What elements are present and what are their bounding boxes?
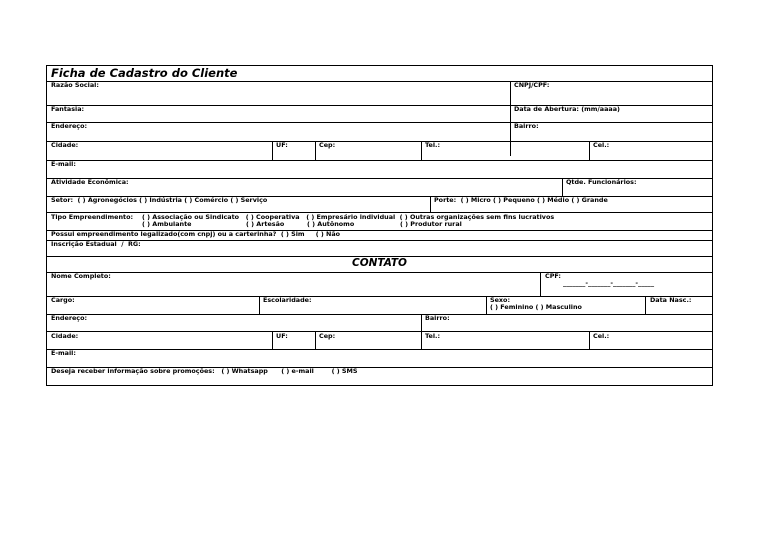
tel-label: Tel.: [425, 141, 441, 149]
sexo-label: Sexo: [490, 296, 511, 304]
divider [421, 141, 422, 160]
tipo-option-ambulante: ( ) Ambulante [142, 220, 192, 228]
possui-label: Possui empreendimento legalizado(com cnpj) ou a carterinha? ( ) Sim ( ) Não [51, 230, 341, 238]
cpf-blank: _______-_______-_______-_____ [563, 279, 655, 287]
divider [421, 314, 422, 331]
divider [430, 196, 431, 212]
divider [510, 81, 511, 156]
contato-cel-label: Cel.: [593, 332, 610, 340]
nome-label: Nome Completo: [51, 272, 111, 280]
contato-cidade-label: Cidade: [51, 332, 79, 340]
divider [259, 296, 260, 314]
divider [47, 141, 712, 142]
contato-uf-label: UF: [276, 332, 288, 340]
divider [47, 160, 712, 161]
divider [47, 331, 712, 332]
contato-bairro-label: Bairro: [425, 314, 450, 322]
cel-label: Cel.: [593, 141, 610, 149]
divider [47, 272, 712, 273]
tipo-options-row1: ( ) Associação ou Sindicato ( ) Cooperativa ( ) Empresário individual ( ) Outras organizações sem fins lucrativos [142, 213, 555, 221]
divider [272, 141, 273, 160]
endereco-label: Endereço: [51, 122, 88, 130]
divider [47, 349, 712, 350]
contato-endereco-label: Endereço: [51, 314, 88, 322]
divider [47, 240, 712, 241]
tipo-label: Tipo Empreendimento: [51, 213, 134, 221]
divider [589, 331, 590, 349]
atividade-label: Atividade Econômica: [51, 178, 129, 186]
client-registration-form [46, 65, 713, 386]
cep-label: Cep: [319, 141, 336, 149]
divider [315, 141, 316, 160]
divider [540, 272, 541, 296]
data-abertura-label: Data de Abertura: (mm/aaaa) [514, 105, 620, 113]
cidade-label: Cidade: [51, 141, 79, 149]
divider [421, 331, 422, 349]
escolaridade-label: Escolaridade: [263, 296, 312, 304]
divider [47, 81, 712, 82]
divider [589, 141, 590, 160]
divider [486, 296, 487, 314]
cpf-label: CPF: [545, 272, 561, 280]
form-title: Ficha de Cadastro do Cliente [51, 66, 238, 80]
uf-label: UF: [276, 141, 288, 149]
tipo-option-produtor: ( ) Produtor rural [400, 220, 462, 228]
email-label: E-mail: [51, 160, 76, 168]
contato-heading: CONTATO [352, 257, 407, 269]
divider [315, 331, 316, 349]
fantasia-label: Fantasia: [51, 105, 85, 113]
divider [47, 122, 712, 123]
contato-email-label: E-mail: [51, 349, 76, 357]
data-nasc-label: Data Nasc.: [650, 296, 692, 304]
divider [645, 296, 646, 314]
porte-options: Porte: ( ) Micro ( ) Pequeno ( ) Médio ( ) Grande [434, 196, 608, 204]
inscricao-label: Inscrição Estadual / RG: [51, 240, 141, 248]
promocoes-options: Deseja receber informação sobre promoções: ( ) Whatsapp ( ) e-mail ( ) SMS [51, 367, 358, 375]
sexo-options: ( ) Feminino ( ) Masculino [490, 303, 582, 311]
cnpj-cpf-label: CNPJ/CPF: [514, 81, 550, 89]
razao-social-label: Razão Social: [51, 81, 99, 89]
cargo-label: Cargo: [51, 296, 75, 304]
tipo-option-artesao: ( ) Artesão [246, 220, 285, 228]
divider [272, 331, 273, 349]
divider [562, 178, 563, 196]
contato-cep-label: Cep: [319, 332, 336, 340]
setor-options: Setor: ( ) Agronegócios ( ) Indústria ( ) Comércio ( ) Serviço [51, 196, 268, 204]
contato-tel-label: Tel.: [425, 332, 441, 340]
divider [47, 314, 712, 315]
bairro-label: Bairro: [514, 122, 539, 130]
divider [47, 296, 712, 297]
qtde-funcionarios-label: Qtde. Funcionários: [566, 178, 637, 186]
tipo-option-autonomo: ( ) Autônomo [307, 220, 355, 228]
